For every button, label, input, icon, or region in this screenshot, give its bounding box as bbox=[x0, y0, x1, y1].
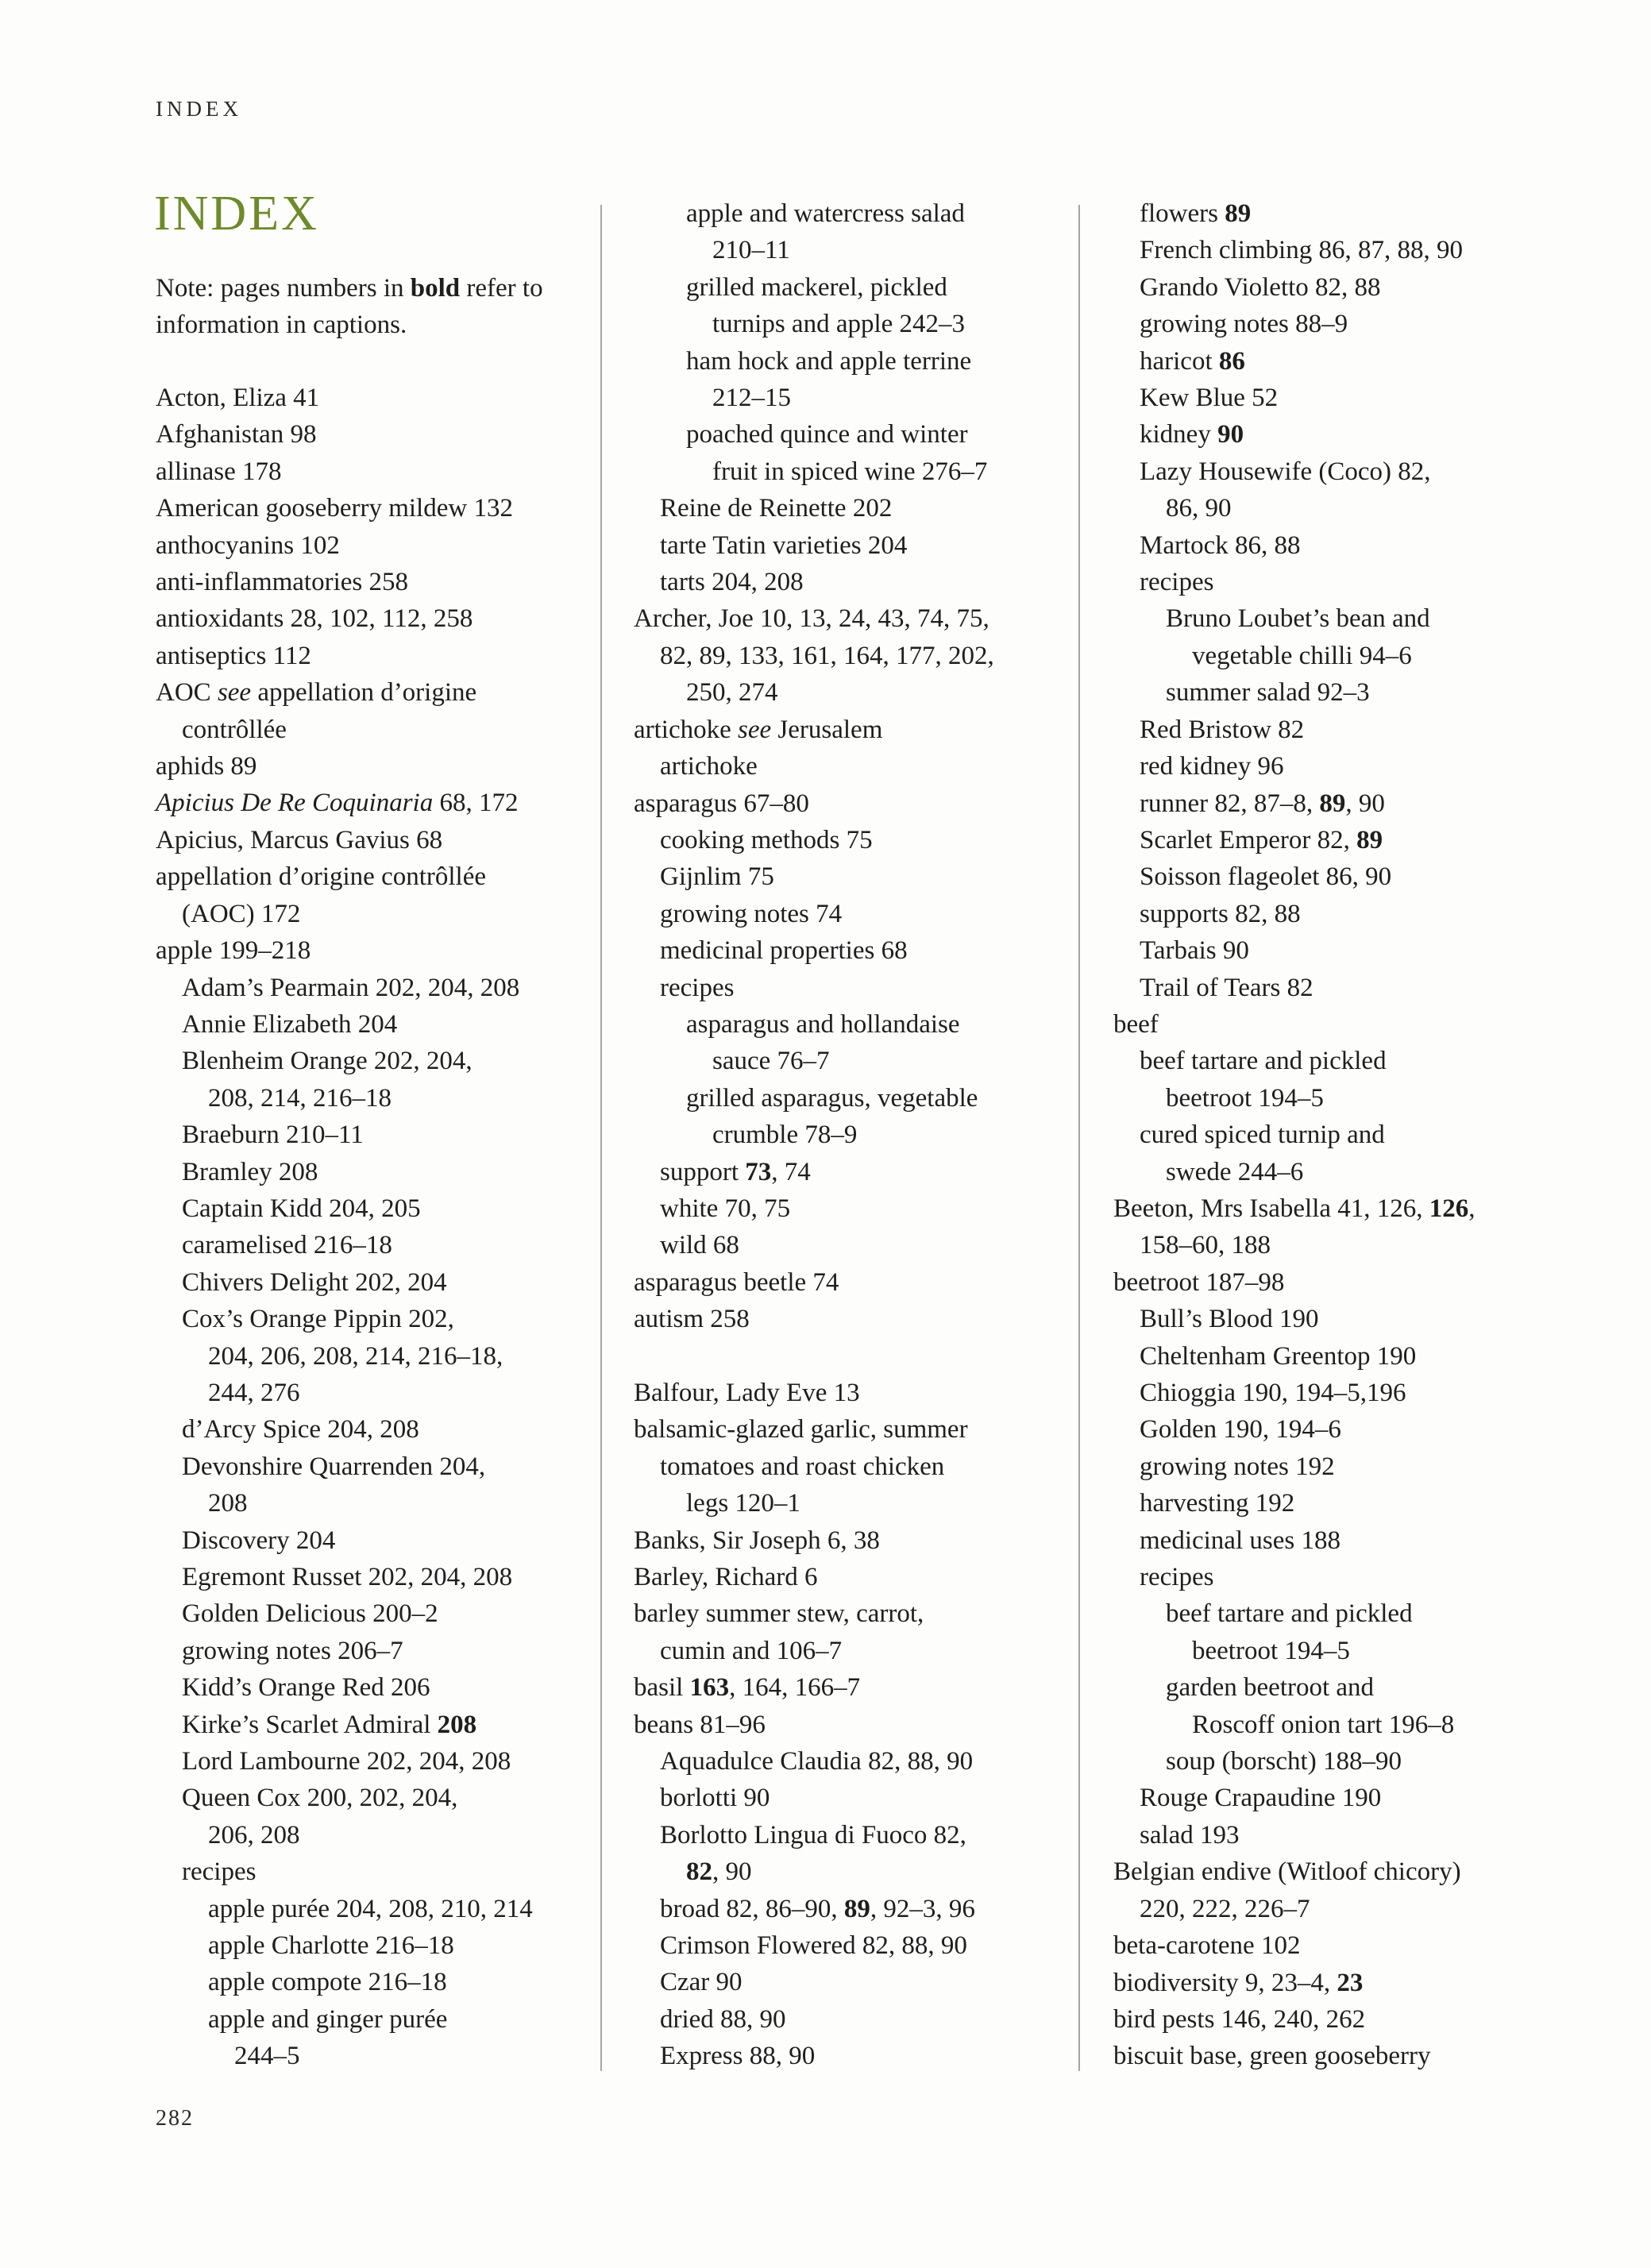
index-entry: Bull’s Blood 190 bbox=[1140, 1305, 1319, 1334]
index-entry: Golden 190, 194–6 bbox=[1140, 1415, 1341, 1444]
index-entry: (AOC) 172 bbox=[182, 899, 301, 928]
index-entry: Egremont Russet 202, 204, 208 bbox=[182, 1563, 513, 1591]
index-entry: salad 193 bbox=[1140, 1820, 1240, 1850]
index-entry: 82, 89, 133, 161, 164, 177, 202, bbox=[660, 641, 994, 670]
index-column-3 bbox=[1113, 195, 1590, 2075]
note-bold-word: bold bbox=[410, 274, 461, 303]
index-entry: Acton, Eliza 41 bbox=[156, 384, 320, 412]
index-entry: d’Arcy Spice 204, 208 bbox=[182, 1415, 419, 1444]
index-entry: Crimson Flowered 82, 88, 90 bbox=[660, 1931, 967, 1961]
index-entry: recipes bbox=[1140, 568, 1214, 597]
index-entry: 212–15 bbox=[712, 384, 791, 413]
index-entry: allinase 178 bbox=[156, 457, 282, 486]
page-title: INDEX bbox=[154, 187, 319, 241]
index-entry: beef tartare and pickled bbox=[1140, 1047, 1387, 1076]
index-entry: antioxidants 28, 102, 112, 258 bbox=[156, 604, 473, 634]
index-entry: crumble 78–9 bbox=[712, 1120, 858, 1150]
index-entry: wild 68 bbox=[660, 1231, 739, 1260]
index-entry: Martock 86, 88 bbox=[1140, 530, 1301, 560]
index-entry: beetroot 187–98 bbox=[1113, 1267, 1285, 1297]
index-entry: Aquadulce Claudia 82, 88, 90 bbox=[660, 1747, 974, 1776]
index-entry: Queen Cox 200, 202, 204, bbox=[182, 1784, 458, 1813]
index-entry: swede 244–6 bbox=[1166, 1157, 1304, 1186]
index-note bbox=[156, 270, 616, 344]
index-entry: American gooseberry mildew 132 bbox=[156, 494, 513, 523]
index-entry: French climbing 86, 87, 88, 90 bbox=[1140, 236, 1463, 265]
index-entry: apple compote 216–18 bbox=[208, 1968, 447, 1997]
index-entry: garden beetroot and bbox=[1166, 1673, 1375, 1703]
index-entry: apple Charlotte 216–18 bbox=[208, 1931, 454, 1961]
index-entry: soup (borscht) 188–90 bbox=[1166, 1747, 1402, 1776]
index-entry: vegetable chilli 94–6 bbox=[1192, 641, 1412, 670]
index-entry: Rouge Crapaudine 190 bbox=[1140, 1784, 1382, 1813]
index-entry: Apicius, Marcus Gavius 68 bbox=[156, 825, 443, 854]
index-entry: red kidney 96 bbox=[1140, 752, 1284, 781]
index-column-2 bbox=[634, 195, 1078, 2075]
index-entry: 244, 276 bbox=[208, 1378, 300, 1407]
index-entry: Balfour, Lady Eve 13 bbox=[634, 1378, 860, 1407]
index-entry: anthocyanins 102 bbox=[156, 530, 340, 560]
index-entry: growing notes 206–7 bbox=[182, 1636, 403, 1665]
index-entry: apple and watercress salad bbox=[686, 199, 965, 228]
index-entry: growing notes 74 bbox=[660, 899, 843, 928]
index-entry: dried 88, 90 bbox=[660, 2004, 786, 2034]
index-entry: Archer, Joe 10, 13, 24, 43, 74, 75, bbox=[634, 604, 989, 634]
index-entry: cured spiced turnip and bbox=[1140, 1120, 1385, 1150]
index-entry: broad 82, 86–90, 89, 92–3, 96 bbox=[660, 1894, 975, 1923]
index-entry: Adam’s Pearmain 202, 204, 208 bbox=[182, 973, 520, 1002]
index-entry: 208, 214, 216–18 bbox=[208, 1083, 392, 1113]
index-entry: Afghanistan 98 bbox=[156, 420, 317, 449]
index-entry: appellation d’origine contrôllée bbox=[156, 862, 487, 892]
index-entry: borlotti 90 bbox=[660, 1784, 770, 1813]
index-entry: Roscoff onion tart 196–8 bbox=[1192, 1710, 1455, 1739]
index-entry: Barley, Richard 6 bbox=[634, 1563, 818, 1592]
index-entry: Red Bristow 82 bbox=[1140, 715, 1305, 744]
index-entry: ham hock and apple terrine bbox=[686, 346, 972, 376]
column-divider bbox=[600, 205, 602, 2071]
index-entry: asparagus 67–80 bbox=[634, 789, 809, 818]
index-entry: Cheltenham Greentop 190 bbox=[1140, 1341, 1417, 1371]
index-entry: contrôllée bbox=[182, 715, 287, 744]
index-entry: biscuit base, green gooseberry bbox=[1113, 2042, 1431, 2071]
index-entry: Devonshire Quarrenden 204, bbox=[182, 1452, 486, 1481]
index-entry: beta-carotene 102 bbox=[1113, 1931, 1301, 1961]
index-entry: asparagus beetle 74 bbox=[634, 1267, 839, 1297]
index-entry: Trail of Tears 82 bbox=[1140, 973, 1313, 1002]
index-entry: autism 258 bbox=[634, 1305, 750, 1334]
index-entry: Banks, Sir Joseph 6, 38 bbox=[634, 1526, 880, 1555]
index-entry: Chioggia 190, 194–5,196 bbox=[1140, 1379, 1406, 1407]
index-entry: harvesting 192 bbox=[1140, 1489, 1295, 1518]
index-entry: runner 82, 87–8, 89, 90 bbox=[1140, 789, 1385, 818]
index-entry: legs 120–1 bbox=[686, 1489, 800, 1518]
index-entry: Captain Kidd 204, 205 bbox=[182, 1194, 421, 1223]
index-entry: tomatoes and roast chicken bbox=[660, 1452, 945, 1481]
index-entry: Kidd’s Orange Red 206 bbox=[182, 1673, 430, 1703]
index-entry: support 73, 74 bbox=[660, 1157, 811, 1186]
index-entry: kidney 90 bbox=[1140, 420, 1244, 449]
column-divider bbox=[1078, 205, 1080, 2071]
index-entry: medicinal uses 188 bbox=[1140, 1526, 1340, 1555]
index-column-1 bbox=[156, 380, 600, 2075]
index-entry: Chivers Delight 202, 204 bbox=[182, 1267, 447, 1297]
index-entry: Kirke’s Scarlet Admiral 208 bbox=[182, 1710, 477, 1739]
index-entry: 208 bbox=[208, 1489, 248, 1518]
index-entry: Bramley 208 bbox=[182, 1157, 318, 1186]
index-entry: AOC see appellation d’origine bbox=[156, 678, 477, 708]
index-entry: white 70, 75 bbox=[660, 1194, 791, 1223]
index-entry: bird pests 146, 240, 262 bbox=[1113, 2004, 1366, 2034]
index-entry: Kew Blue 52 bbox=[1140, 384, 1279, 413]
section-gap bbox=[634, 1338, 1078, 1375]
index-entry: supports 82, 88 bbox=[1140, 899, 1301, 928]
index-entry: artichoke see Jerusalem bbox=[634, 715, 883, 744]
index-entry: Beeton, Mrs Isabella 41, 126, 126, bbox=[1113, 1194, 1475, 1223]
index-entry: Czar 90 bbox=[660, 1968, 743, 1997]
index-entry: growing notes 88–9 bbox=[1140, 310, 1348, 339]
index-entry: medicinal properties 68 bbox=[660, 936, 908, 966]
index-entry: caramelised 216–18 bbox=[182, 1231, 392, 1260]
index-entry: balsamic-glazed garlic, summer bbox=[634, 1415, 968, 1444]
index-entry: recipes bbox=[660, 973, 735, 1002]
index-entry: Blenheim Orange 202, 204, bbox=[182, 1047, 473, 1076]
index-entry: turnips and apple 242–3 bbox=[712, 310, 966, 339]
index-entry: Soisson flageolet 86, 90 bbox=[1140, 862, 1392, 892]
index-entry: haricot 86 bbox=[1140, 346, 1245, 376]
index-entry: Bruno Loubet’s bean and bbox=[1166, 604, 1430, 634]
index-entry: Apicius De Re Coquinaria 68, 172 bbox=[156, 789, 519, 818]
index-entry: beetroot 194–5 bbox=[1166, 1083, 1324, 1113]
index-entry: beetroot 194–5 bbox=[1192, 1636, 1350, 1665]
index-entry: barley summer stew, carrot, bbox=[634, 1599, 924, 1629]
running-head: INDEX bbox=[156, 97, 242, 121]
index-entry: flowers 89 bbox=[1140, 199, 1252, 228]
index-entry: beef tartare and pickled bbox=[1166, 1599, 1413, 1629]
index-entry: biodiversity 9, 23–4, 23 bbox=[1113, 1968, 1364, 1997]
index-entry: anti-inflammatories 258 bbox=[156, 568, 408, 597]
index-entry: 244–5 bbox=[234, 2042, 300, 2071]
index-entry: Annie Elizabeth 204 bbox=[182, 1009, 398, 1039]
index-entry: sauce 76–7 bbox=[712, 1047, 830, 1076]
index-entry: Borlotto Lingua di Fuoco 82, bbox=[660, 1820, 966, 1850]
index-entry: grilled asparagus, vegetable bbox=[686, 1083, 978, 1113]
index-entry: tarts 204, 208 bbox=[660, 568, 804, 597]
index-entry: growing notes 192 bbox=[1140, 1452, 1335, 1481]
index-entry: 210–11 bbox=[712, 236, 790, 265]
index-entry: Scarlet Emperor 82, 89 bbox=[1140, 825, 1383, 854]
index-entry: tarte Tatin varieties 204 bbox=[660, 530, 908, 560]
index-entry: grilled mackerel, pickled bbox=[686, 272, 947, 302]
index-entry: aphids 89 bbox=[156, 752, 257, 781]
index-entry: 204, 206, 208, 214, 216–18, bbox=[208, 1341, 503, 1371]
index-entry: Braeburn 210–11 bbox=[182, 1120, 364, 1150]
index-entry: Golden Delicious 200–2 bbox=[182, 1599, 438, 1629]
index-entry: summer salad 92–3 bbox=[1166, 678, 1370, 708]
index-entry: apple and ginger purée bbox=[208, 2004, 448, 2034]
index-entry: 250, 274 bbox=[686, 678, 778, 708]
index-entry: poached quince and winter bbox=[686, 420, 968, 449]
index-entry: 86, 90 bbox=[1166, 494, 1232, 523]
index-entry: asparagus and hollandaise bbox=[686, 1009, 960, 1039]
index-entry: Lazy Housewife (Coco) 82, bbox=[1140, 457, 1431, 486]
index-entry: antiseptics 112 bbox=[156, 641, 311, 670]
index-entry: Lord Lambourne 202, 204, 208 bbox=[182, 1747, 511, 1776]
index-entry: apple 199–218 bbox=[156, 936, 311, 966]
index-entry: 206, 208 bbox=[208, 1820, 300, 1850]
note-text: Note: pages numbers in bbox=[156, 274, 411, 303]
index-entry: recipes bbox=[182, 1857, 257, 1887]
index-entry: Express 88, 90 bbox=[660, 2042, 816, 2071]
index-entry: recipes bbox=[1140, 1563, 1214, 1592]
index-entry: cumin and 106–7 bbox=[660, 1636, 843, 1665]
index-entry: 158–60, 188 bbox=[1140, 1231, 1271, 1260]
index-entry: Gijnlim 75 bbox=[660, 862, 774, 892]
index-entry: Reine de Reinette 202 bbox=[660, 494, 893, 523]
index-entry: 82, 90 bbox=[686, 1857, 752, 1887]
index-entry: beef bbox=[1113, 1009, 1159, 1039]
note-text-end: refer to information in captions. bbox=[156, 274, 543, 340]
index-entry: Discovery 204 bbox=[182, 1526, 336, 1555]
index-entry: Grando Violetto 82, 88 bbox=[1140, 272, 1381, 302]
index-entry: Cox’s Orange Pippin 202, bbox=[182, 1305, 454, 1334]
index-entry: basil 163, 164, 166–7 bbox=[634, 1673, 861, 1703]
index-entry: 220, 222, 226–7 bbox=[1140, 1894, 1310, 1923]
index-entry: apple purée 204, 208, 210, 214 bbox=[208, 1894, 533, 1923]
index-entry: Belgian endive (Witloof chicory) bbox=[1113, 1857, 1461, 1887]
index-entry: Tarbais 90 bbox=[1140, 936, 1249, 966]
index-entry: fruit in spiced wine 276–7 bbox=[712, 457, 988, 486]
index-entry: artichoke bbox=[660, 752, 758, 781]
index-entry: beans 81–96 bbox=[634, 1710, 766, 1739]
index-entry: cooking methods 75 bbox=[660, 825, 873, 854]
page-number: 282 bbox=[156, 2106, 194, 2131]
